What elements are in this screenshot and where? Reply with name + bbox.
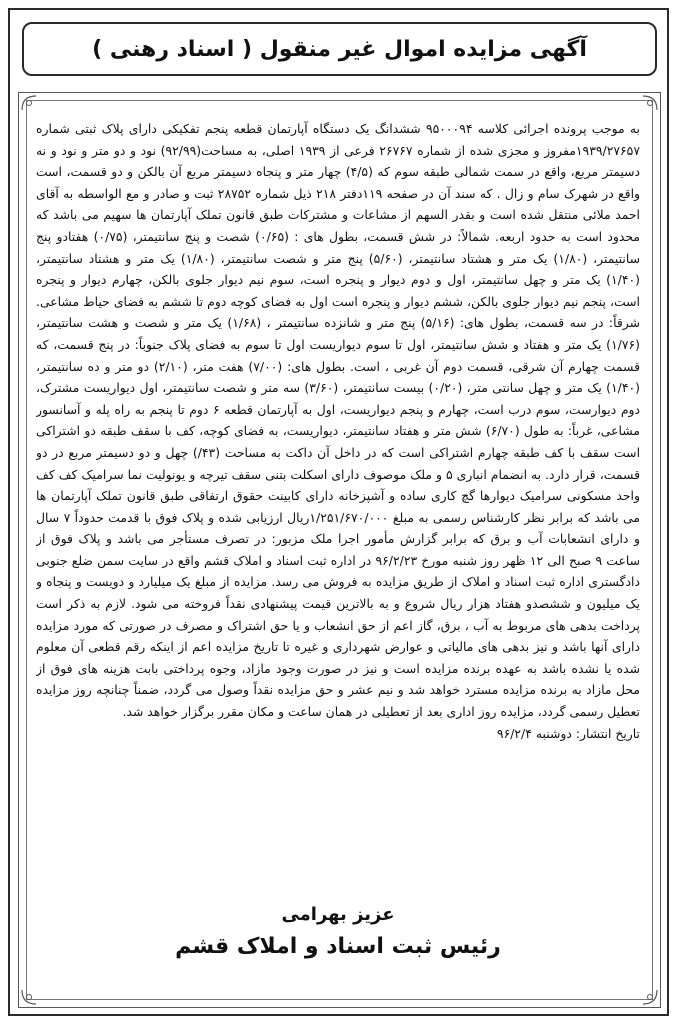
signer-name: عزیز بهرامی — [281, 904, 395, 925]
notice-title: آگهی مزایده اموال غیر منقول ( اسناد رهنی ) — [92, 36, 587, 62]
title-box — [22, 22, 657, 76]
corner-ornament-icon — [641, 988, 659, 1006]
corner-ornament-icon — [20, 988, 38, 1006]
corner-ornament-icon — [641, 94, 659, 112]
notice-body — [36, 118, 640, 878]
publication-date: تاریخ انتشار: دوشنبه ۹۶/۲/۴ — [496, 725, 640, 741]
body-paragraph: به موجب پرونده اجرائی کلاسه ۹۵۰۰۰۹۴ ششدانگ یک دستگاه آپارتمان قطعه پنجم تفکیکی دارای پلاک ثبتی شماره ۱۹۳۹/۲۷۶۵۷مفروز و مجزی شده از شماره ۲۶۷۶۷ فرعی از ۱۹۳۹ اصلی، به مساحت(۹۲/۹۹) نود و دو متر و نود و نه دسیمتر مربع، واقع در سمت شمالی طبقه سوم که (۴/۵) چهار متر و پنجاه دسیمتر مربع آن بالکن و دو قسمت، است واقع در شهرک سام و زال . که سند آن در صفحه ۱۱۹دفتر ۲۱۸ ذیل شماره ۲۸۷۵۲ ثبت و صادر و مع الواسطه به آقای احمد ملائی منتقل شده است و بقدر السهم از مشاعات و مشترکات طبق قانون تملک آپارتمان ها سهیم می باشد که محدود است به حدود اربعه. شمالاً: در شش قسمت، بطول های : (۰/۶۵) شصت و پنج سانتیمتر، (۰/۷۵) هفتادو پنج سانتیمتر، (۱/۸۰) یک متر و هشتاد سانتیمتر، (۵/۶۰) پنج متر و شصت سانتیمتر، (۱/۸۰) یک متر و هشتاد سانتیمتر، (۱/۴۰) یک متر و چهل سانتیمتر، اول و دوم دیوار و پنجره است، سوم نیم دیوار جلوی بالکن، چهارم دیوار و پنجره است، پنجم نیم دیوار جلوی بالکن، ششم دیوار و پنجره است اول به فضای کوچه دوم تا ششم به فضای حیاط مشاعی. شرقاً: در سه قسمت، بطول های: (۵/۱۶) پنج متر و شانزده سانتیمتر ، (۱/۶۸) یک متر و شصت و هشت سانتیمتر، (۱/۷۶) یک متر و هفتاد و شش سانتیمتر، اول تا سوم دیواریست اول تا سوم به فضای پلاک جنوباً: در پنج قسمت، که قسمت چهارم آن شرقی، قسمت دوم آن غربی ، است. بطول های: (۷/۰۰) هفت متر، (۲/۱۰) دو متر و ده سانتیمتر، (۱/۴۰) یک متر و چهل سانتی متر، (۰/۲۰) بیست سانتیمتر، (۳/۶۰) سه متر و شصت سانتیمتر، اول دیواریست مشترک، دوم دیوارست، سوم درب است، چهارم و پنجم دیواریست، اول به آپارتمان قطعه ۶ دوم تا پنجم به راه پله و آسانسور مشاعی، غرباً: به طول (۶/۷۰) شش متر و هفتاد سانتیمتر، دیواریست، به فضای کوچه، کف با سقف طبقه دو اشتراکی است سقف با کف طبقه چهارم اشتراکی است که در داخل آن داکت به مساحت (۴۳/) چهل و دو دسیمتر مربع در دو قسمت، قرار دارد. به انضمام انباری ۵ و ملک موصوف دارای اسکلت بتنی سقف تیرچه و یونولیت نما سرامیک کف کف واحد مسکونی سرامیک دیوارها گچ کاری ساده و آشپزخانه دارای کابینت حقوق ارتفاقی طبق قانون تملک آپارتمان ها می باشد که برابر نظر کارشناس رسمی به مبلغ ۱/۲۵۱/۶۷۰/۰۰۰ریال ارزیابی شده و پلاک فوق با قدمت حدوداً ۷ سال و دارای انشعابات آب و برق که برابر گزارش مأمور اجرا ملک مزبور: در تصرف مستأجر می باشد و پلاک فوق از ساعت ۹ صبح الی ۱۲ ظهر روز شنبه مورخ ۹۶/۲/۲۳ در اداره ثبت اسناد و املاک قشم واقع در سایت سمن ضلع جنوبی دادگستری اداره ثبت اسناد و املاک از طریق مزایده به فروش می رسد. مزایده از مبلغ یک میلیارد و دویست و پنجاه و یک میلیون و ششصدو هفتاد هزار ریال شروع و به بالاترین قیمت پیشنهادی نقداً فروخته می شود. لازم به ذکر است پرداخت بدهی های مربوط به آب ، برق، گاز اعم از حق انشعاب و یا حق اشتراک و مصرف در صورتی که مورد مزایده دارای آنها باشد و نیز بدهی های مالیاتی و عوارض شهرداری و غیره تا تاریخ مزایده اعم از اینکه رقم قطعی آن معلوم شده یا نشده باشد به عهده برنده مزایده است و نیز در صورت وجود مازاد، وجوه پرداختی بابت هزینه های فوق از محل مازاد به برنده مزایده مسترد خواهد شد و نیم عشر و حق مزایده نقداً وصول می گردد، ضمناً چنانچه روز مزایده تعطیل رسمی گردد، مزایده روز اداری بعد از تعطیلی در همان ساعت و مکان مقرر برگزار خواهد شد. — [36, 121, 640, 720]
corner-ornament-icon — [20, 94, 38, 112]
signer-title: رئیس ثبت اسناد و املاک قشم — [175, 934, 501, 959]
